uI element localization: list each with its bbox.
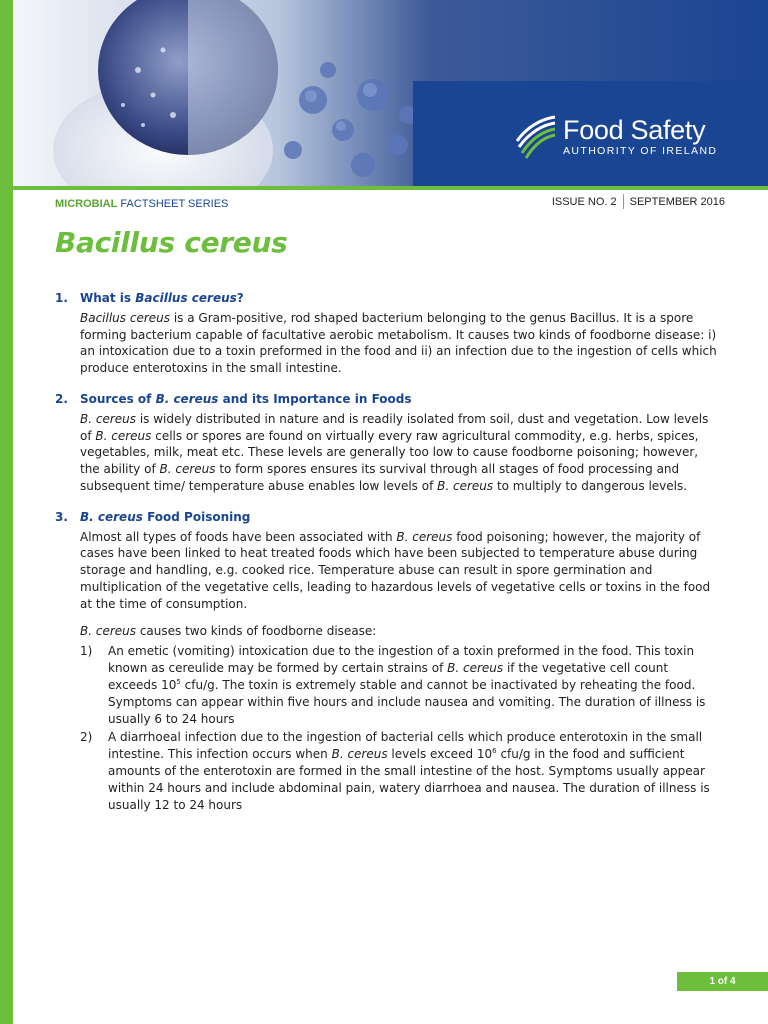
fsai-leaf-logo-icon [513, 111, 557, 161]
logo-title: Food Safety [563, 114, 706, 145]
paragraph: Almost all types of foods have been associated with B. cereus food poisoning; however, the majority of cases have been linked to heat treated foods which have been subjected to temperature abuse during storage and handling, e.g. cooked rice. Temperature abuse can result in spore germination and multiplication of the vegetative cells, leading to hazardous levels of vegetative cells or toxins in the food at the time of consumption. [80, 529, 711, 611]
logo-subtitle: AUTHORITY OF IRELAND [563, 144, 718, 157]
list-item: 1) An emetic (vomiting) intoxication due to the ingestion of a toxin preformed in the food. This toxin known as cereulide may be formed by certain strains of B. cereus if the vegetative cell count exceeds $10^5$ cfu/g. The toxin is extremely stable and cannot be inactivated by reheating the food. Symptoms can appear within five hours and include nausea and vomiting. The duration of illness is usually 6 to 24 hours [80, 644, 706, 726]
food-safety-logo [513, 110, 753, 162]
left-accent-bar [0, 0, 13, 1024]
factsheet-content [55, 290, 720, 827]
series-label [55, 198, 228, 210]
issue-date: SEPTEMBER 2016 [629, 195, 725, 208]
section-body [80, 310, 720, 377]
section-sources [55, 391, 720, 495]
header-rule [13, 186, 768, 190]
section-what-is [55, 290, 720, 377]
section-heading: 3. B. cereus Food Poisoning [55, 509, 251, 524]
section-heading: 2. Sources of B. cereus and its Importance in Foods [55, 391, 412, 406]
page-title: Bacillus cereus [55, 226, 288, 259]
series-label-microbial: MICROBIAL [55, 198, 118, 210]
header-banner [13, 0, 768, 186]
section-heading: 1. What is Bacillus cereus? [55, 291, 244, 305]
issue-separator [623, 194, 624, 209]
issue-info [552, 194, 725, 209]
section-body [80, 411, 720, 495]
paragraph: Bacillus cereus is a Gram-positive, rod shaped bacterium belonging to the genus Bacillus. It is a spore forming bacterium capable of facultative aerobic metabolism. It causes two kinds of foodborne disease: i) an intoxication due to a toxin preformed in the food and ii) an infection due to the ingestion of cells which produce enterotoxins in the small intestine. [80, 310, 717, 376]
section-body [80, 529, 720, 814]
list-item: 2) A diarrhoeal infection due to the ingestion of bacterial cells which produce enterotoxin in the small intestine. This infection occurs when B. cereus levels exceed $10^6$ cfu/g in the food and sufficient amounts of the enterotoxin are formed in the small intestine of the host. Symptoms usually appear within 24 hours and include abdominal pain, watery diarrhoea and nausea. The duration of illness is usually 12 to 24 hours [80, 730, 710, 812]
paragraph: B. cereus causes two kinds of foodborne disease: [80, 623, 377, 638]
section-food-poisoning [55, 509, 720, 814]
page-number: 1 of 4 [677, 972, 768, 991]
series-label-rest: FACTSHEET SERIES [120, 198, 229, 210]
paragraph: B. cereus is widely distributed in nature and is readily isolated from soil, dust and vegetation. Low levels of B. cereus cells or spores are found on virtually every raw agricultural commodity, e.g. herbs, spices, vegetables, milk, meat etc. These levels are generally too low to cause foodborne poisoning; however, the ability of B. cereus to form spores ensures its survival through all stages of food processing and subsequent time/ temperature abuse enables low levels of B. cereus to multiply to dangerous levels. [80, 411, 709, 493]
issue-number: ISSUE NO. 2 [551, 195, 617, 208]
